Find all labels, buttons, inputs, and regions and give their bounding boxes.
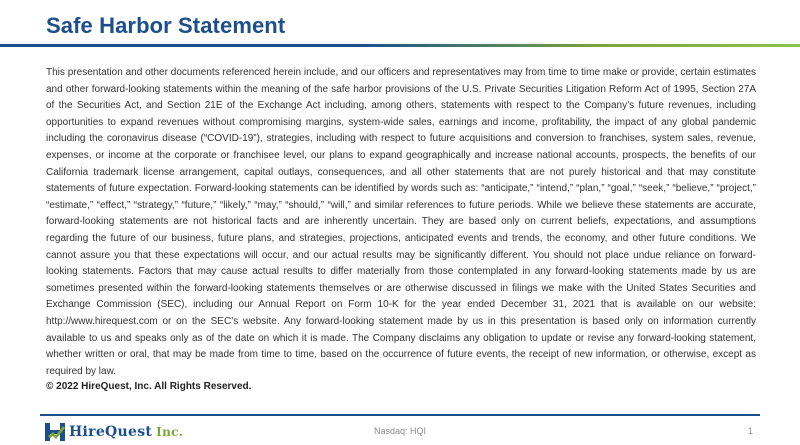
title-divider — [0, 44, 800, 47]
logo-name: HireQuest — [69, 424, 153, 440]
ticker-label: Nasdaq: HQI — [373, 426, 427, 436]
safe-harbor-paragraph: This presentation and other documents referenced herein include, and our officers and representatives may from time to time make or provide, certain estimates and other forward-looking statements within the meaning of the safe harbor provisions of the U.S. Private Securities Litigation Reform Act of 1995, Section 27A of the Securities Act, and Section 21E of the Exchange Act including, among others, statements with respect to the Company’s future revenues, including opportunities to expand revenues without compromising margins, system-wide sales, earnings and income, profitability, the impact of any global pandemic including the coronavirus disease (“COVID-19”), strategies, including with respect to future acquisitions and conversion to franchises, system sales, revenue, expenses, or income at the corporate or franchisee level, our plans to expand geographically and increase national accounts, prospects, the benefits of our California trademark license arrangement, capital outlays, consequences, and all other statements that are not purely historical and that may constitute statements of future expectation. Forward-looking statements can be identified by words such as: “anticipate,” “intend,” “plan,” “goal,” “seek,” “believe,” “project,” “estimate,” “effect,” “strategy,” “future,” “likely,” “may,” “should,” “will,” and similar references to future periods. While we believe these statements are accurate, forward-looking statements are not historical facts and are inherently uncertain. They are based only on current beliefs, expectations, and assumptions regarding the future of our business, future plans, and strategies, projections, anticipated events and trends, the economy, and other future conditions. We cannot assure you that these expectations will occur, and our actual results may be significantly different. You should not place undue reliance on forward-looking statements. Factors that may cause actual results to differ materially from those contemplated in any forward-looking statements made by us are sometimes presented within the forward-looking statements themselves or are otherwise discussed in filings we make with the United States Securities and Exchange Commission (SEC), including our Annual Report on Form 10-K for the year ended December 31, 2021 that is available on our website: http://www.hirequest.com or on the SEC’s website. Any forward-looking statement made by us in this presentation is based only on information currently available to us and speaks only as of the date on which it is made. The Company disclaims any obligation to update or revise any forward-looking statement, whether written or oral, that may be made from time to time, based on the occurrence of future events, the receipt of new information, or otherwise, except as required by law. — [46, 67, 756, 377]
page-title: Safe Harbor Statement — [46, 13, 286, 38]
copyright-notice: © 2022 HireQuest, Inc. All Rights Reserved. — [46, 381, 252, 392]
footer-divider — [40, 414, 760, 416]
page-number: 1 — [747, 426, 753, 436]
logo-suffix: Inc. — [156, 425, 184, 439]
